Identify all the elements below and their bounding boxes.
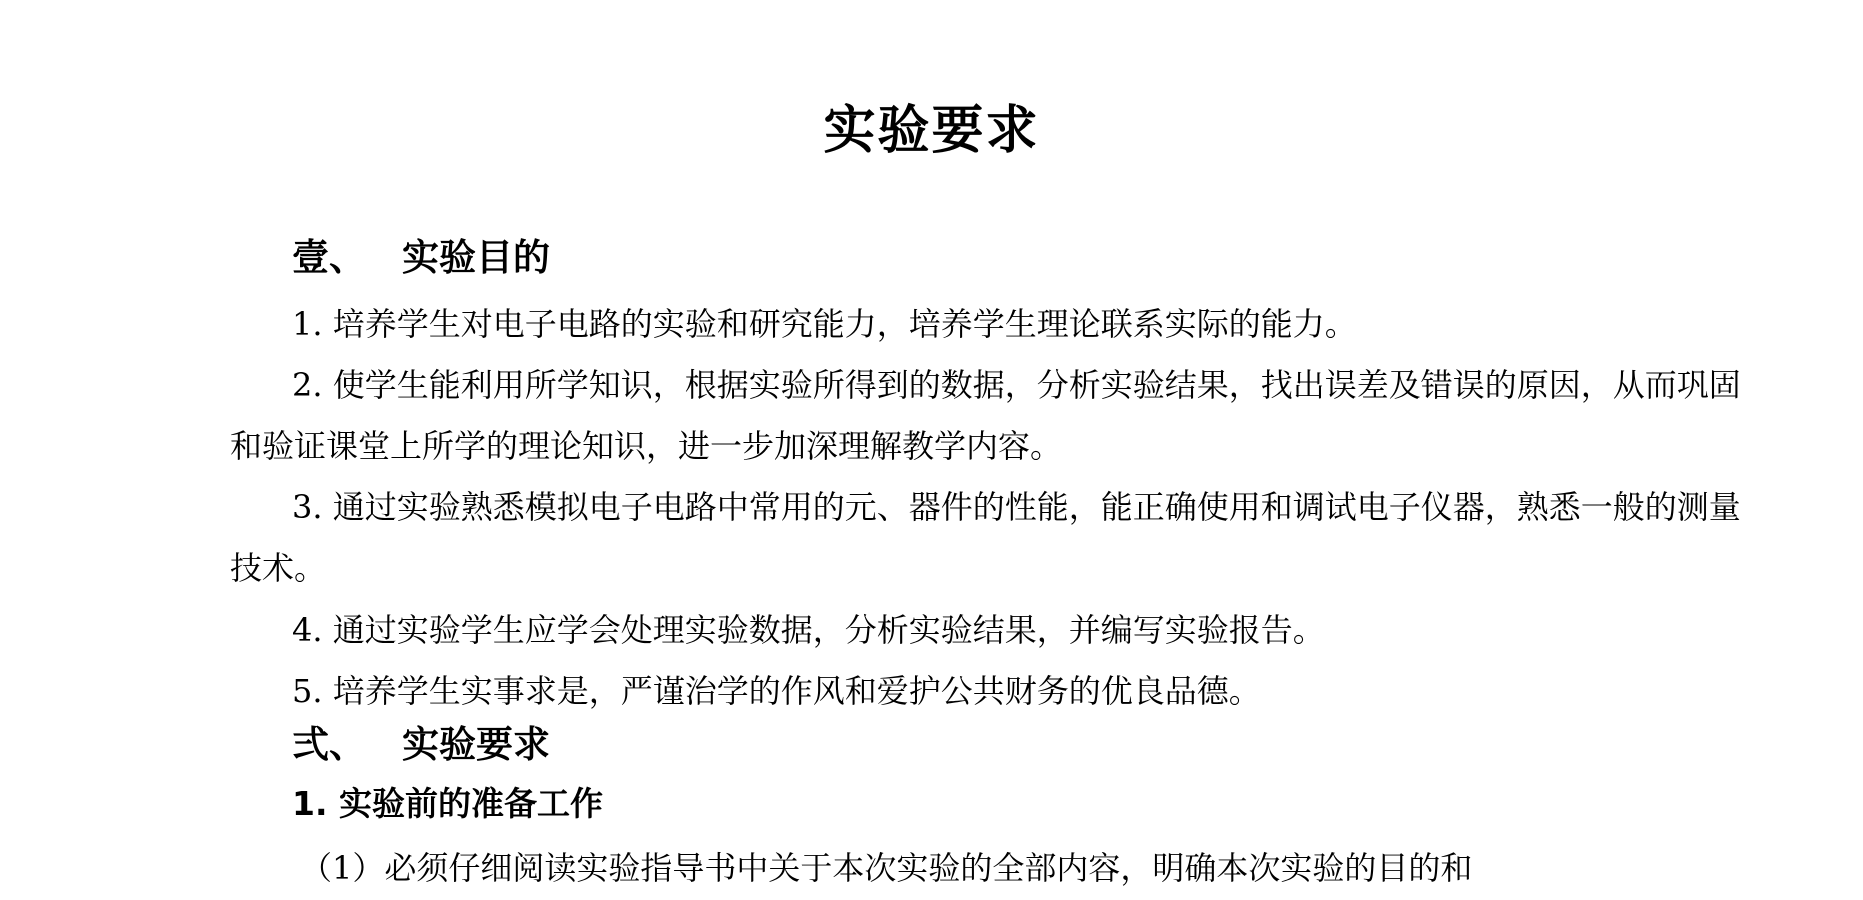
section-heading-requirements	[292, 723, 550, 767]
section-number: 弍、	[292, 723, 366, 766]
purpose-item-2: 2. 使学生能利用所学知识，根据实验所得到的数据，分析实验结果，找出误差及错误的原因，从而巩固和验证课堂上所学的理论知识，进一步加深理解教学内容。	[230, 366, 1741, 465]
purpose-item-3: 3. 通过实验熟悉模拟电子电路中常用的元、器件的性能，能正确使用和调试电子仪器，熟悉一般的测量技术。	[230, 488, 1741, 587]
document-title: 实验要求	[823, 101, 1040, 161]
requirement-item-1: （1）必须仔细阅读实验指导书中关于本次实验的全部内容，明确本次实验的目的和	[300, 849, 1473, 887]
purpose-item-5: 5. 培养学生实事求是，严谨治学的作风和爱护公共财务的优良品德。	[292, 672, 1261, 710]
purpose-item-1: 1. 培养学生对电子电路的实验和研究能力，培养学生理论联系实际的能力。	[292, 305, 1357, 343]
section-heading-purpose	[292, 236, 550, 280]
purpose-item-4: 4. 通过实验学生应学会处理实验数据，分析实验结果，并编写实验报告。	[292, 611, 1325, 649]
section-title: 实验目的	[402, 236, 550, 279]
subheading-preparation: 1. 实验前的准备工作	[292, 784, 603, 823]
section-title: 实验要求	[402, 723, 550, 766]
section-number: 壹、	[292, 236, 366, 279]
